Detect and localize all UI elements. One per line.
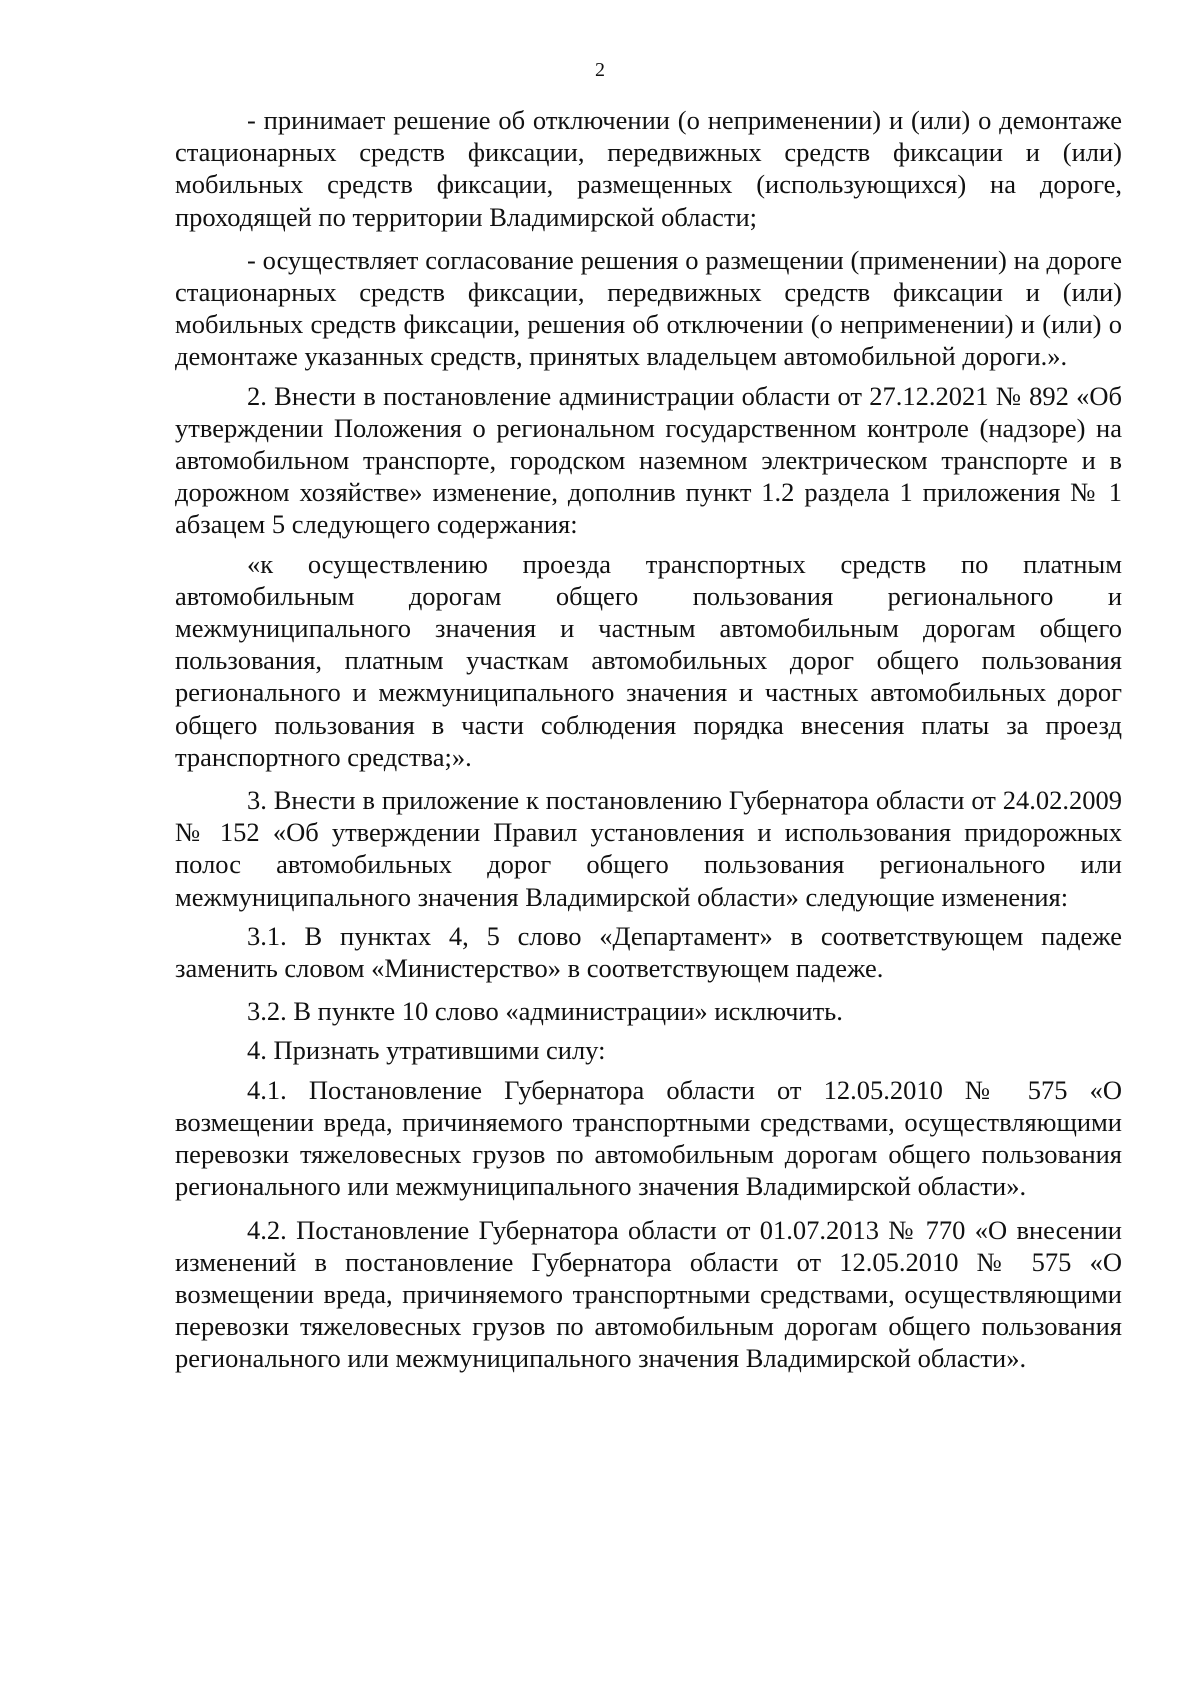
paragraph-approve-placement-decision: - осуществляет согласование решения о размещении (применении) на дороге стационарных средств фиксации, передвижных средств фиксации и (или) мобильных средств фиксации, решения об отключении (о неприменении) и (или) о демонтаже указанных средств, принятых владельцем автомобильной дороги.». <box>175 244 1122 372</box>
paragraph-item-4-1: 4.1. Постановление Губернатора области от 12.05.2010 № 575 «О возмещении вреда, причиняемого транспортными средствами, осуществляющими перевозки тяжеловесных грузов по автомобильным дорогам общего пользования регионального или межмуниципального значения Владимирской области». <box>175 1074 1122 1202</box>
paragraph-item-4-2: 4.2. Постановление Губернатора области от 01.07.2013 № 770 «О внесении изменений в постановление Губернатора области от 12.05.2010 № 575 «О возмещении вреда, причиняемого транспортными средствами, осуществляющими перевозки тяжеловесных грузов по автомобильным дорогам общего пользования регионального или межмуниципального значения Владимирской области». <box>175 1214 1122 1374</box>
paragraph-item-3-amend-resolution-152: 3. Внести в приложение к постановлению Губернатора области от 24.02.2009 № 152 «Об утверждении Правил установления и использования придорожных полос автомобильных дорог общего пользования регионального или межмуниципального значения Владимирской области» следующие изменения: <box>175 785 1122 912</box>
document-body <box>175 104 1122 1382</box>
paragraph-decision-disable-fixation-devices: - принимает решение об отключении (о неприменении) и (или) о демонтаже стационарных средств фиксации, передвижных средств фиксации и (или) мобильных средств фиксации, размещенных (использующихся) на дороге, проходящей по территории Владимирской области; <box>175 105 1122 232</box>
paragraph-item-3-2: 3.2. В пункте 10 слово «администрации» исключить. <box>247 996 843 1027</box>
paragraph-item-4: 4. Признать утратившими силу: <box>247 1035 606 1066</box>
page-number: 2 <box>595 59 605 81</box>
paragraph-item-3-1: 3.1. В пунктах 4, 5 слово «Департамент» в соответствующем падеже заменить словом «Министерство» в соответствующем падеже. <box>175 920 1122 984</box>
paragraph-item-2-amend-resolution-892: 2. Внести в постановление администрации области от 27.12.2021 № 892 «Об утверждении Положения о региональном государственном контроле (надзоре) на автомобильном транспорте, городском наземном электрическом транспорте и в дорожном хозяйстве» изменение, дополнив пункт 1.2 раздела 1 приложения № 1 абзацем 5 следующего содержания: <box>175 380 1122 540</box>
paragraph-item-2-quoted-addition: «к осуществлению проезда транспортных средств по платным автомобильным дорогам общего пользования регионального и межмуниципального значения и частным автомобильным дорогам общего пользования, платным участкам автомобильных дорог общего пользования регионального и межмуниципального значения и частных автомобильных дорог общего пользования в части соблюдения порядка внесения платы за проезд транспортного средства;». <box>175 548 1122 772</box>
